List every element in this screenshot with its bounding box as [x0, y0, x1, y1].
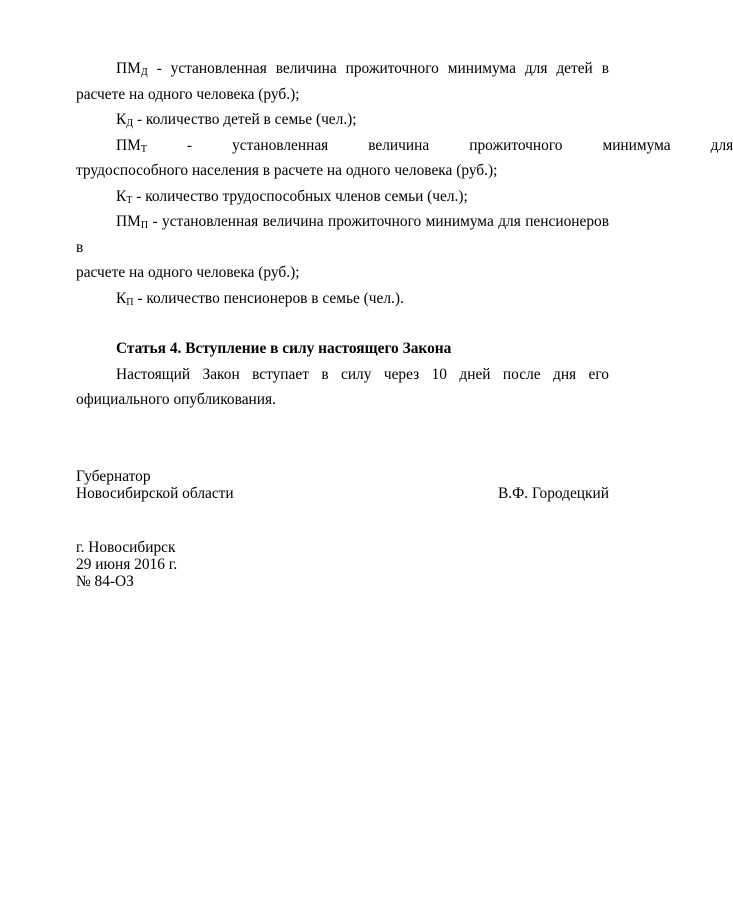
signatory-position-line2: Новосибирской области: [76, 485, 234, 502]
symbol-pm: ПМ: [116, 60, 141, 77]
definition-text-line2: расчете на одного человека (руб.);: [76, 85, 300, 103]
word: установленная: [232, 136, 329, 154]
subscript-p: П: [126, 296, 134, 308]
signatory-name: В.Ф. Городецкий: [497, 485, 609, 502]
definition-k-working: [76, 184, 609, 210]
symbol-k: К: [116, 289, 127, 307]
definition-k-children: [76, 107, 609, 133]
symbol-pm: ПМ: [116, 136, 141, 154]
definition-text: - количество детей в семье (чел.);: [133, 111, 357, 128]
article-4-body-line1: Настоящий Закон вступает в силу через 10 дней после дня его: [116, 365, 609, 383]
law-number: № 84-ОЗ: [76, 573, 134, 590]
definition-k-pensioners: [76, 286, 609, 312]
definition-text: - количество пенсионеров в семье (чел.).: [133, 289, 404, 307]
definition-text-line2: трудоспособного населения в расчете на одного человека (руб.);: [76, 162, 498, 179]
definition-text: - количество трудоспособных членов семьи (чел.);: [132, 187, 468, 205]
word: для: [710, 136, 733, 154]
definition-text-line1: - установленная величина прожиточного минимума для пенсионеров в: [76, 213, 609, 256]
word: -: [186, 136, 193, 154]
symbol-k: К: [116, 111, 127, 128]
subscript-t: Т: [140, 143, 147, 155]
symbol-pm: ПМ: [116, 213, 141, 230]
article-4-body-line2: официального опубликования.: [76, 391, 276, 408]
signature-block: [76, 468, 609, 502]
signatory-position-line1: Губернатор: [76, 468, 151, 485]
article-4-heading: Статья 4. Вступление в силу настоящего Закона: [116, 340, 452, 357]
symbol-k: К: [116, 187, 127, 205]
signing-date: 29 июня 2016 г.: [76, 556, 178, 573]
subscript-d: Д: [140, 67, 148, 78]
word: минимума: [602, 136, 671, 154]
document-body: [76, 56, 733, 413]
subscript-d: Д: [126, 118, 134, 129]
definition-pm-pensioners: [76, 209, 609, 286]
word: прожиточного: [469, 136, 563, 154]
city-of-signing: г. Новосибирск: [76, 539, 176, 556]
definition-pm-working: [76, 133, 733, 184]
subscript-t: Т: [126, 194, 133, 206]
definition-pm-children: [76, 56, 609, 107]
definition-text-line1: - установленная величина прожиточного минимума для детей в: [147, 60, 609, 77]
definition-text-line2: расчете на одного человека (руб.);: [76, 264, 300, 281]
subscript-p: П: [140, 220, 149, 231]
word: величина: [368, 136, 430, 154]
document-footer: [76, 539, 177, 590]
